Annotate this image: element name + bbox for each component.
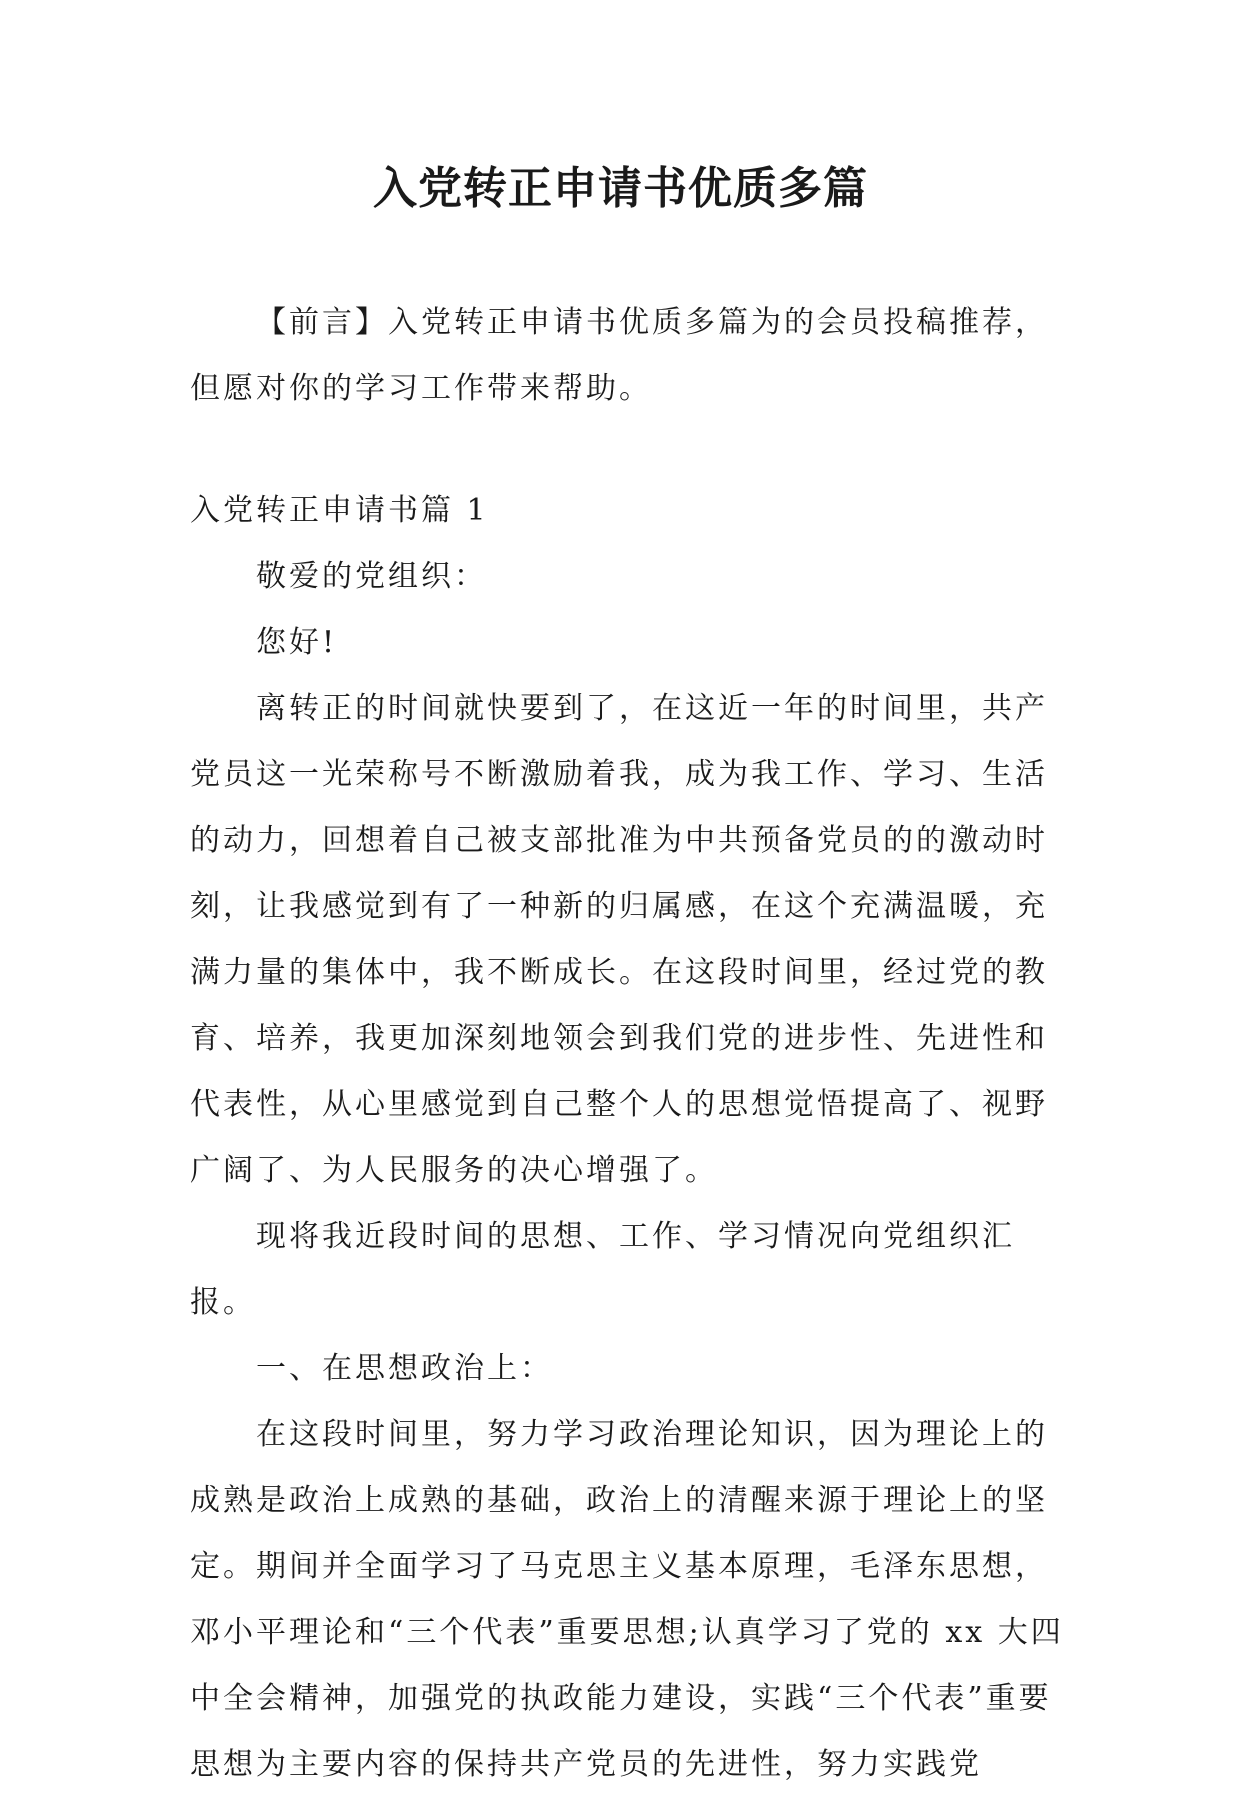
document-title: 入党转正申请书优质多篇	[373, 163, 868, 214]
section-heading: 入党转正申请书篇 1	[190, 493, 489, 528]
preface-paragraph: 【前言】入党转正申请书优质多篇为的会员投稿推荐，但愿对你的学习工作带来帮助。	[190, 305, 1048, 406]
salutation: 敬爱的党组织：	[256, 559, 487, 594]
document-body	[190, 290, 1070, 1798]
body-paragraph: 离转正的时间就快要到了，在这近一年的时间里，共产党员这一光荣称号不断激励着我，成为我工作、学习、生活的动力，回想着自己被支部批准为中共预备党员的的激动时刻，让我感觉到有了一种新的归属感，在这个充满温暖，充满力量的集体中，我不断成长。在这段时间里，经过党的教育、培养，我更加深刻地领会到我们党的进步性、先进性和代表性，从心里感觉到自己整个人的思想觉悟提高了、视野广阔了、为人民服务的决心增强了。	[190, 691, 1048, 1188]
body-paragraph: 在这段时间里，努力学习政治理论知识，因为理论上的成熟是政治上成熟的基础，政治上的清醒来源于理论上的坚定。期间并全面学习了马克思主义基本原理，毛泽东思想，邓小平理论和“三个代表”重要思想;认真学习了党的 xx 大四中全会精神，加强党的执政能力建设，实践“三个代表”重要思想为主要内容的保持共产党员的先进性，努力实践党	[190, 1417, 1064, 1782]
subsection-heading: 一、在思想政治上：	[256, 1351, 553, 1386]
body-paragraph: 现将我近段时间的思想、工作、学习情况向党组织汇报。	[190, 1219, 1015, 1320]
greeting: 您好!	[256, 625, 338, 660]
